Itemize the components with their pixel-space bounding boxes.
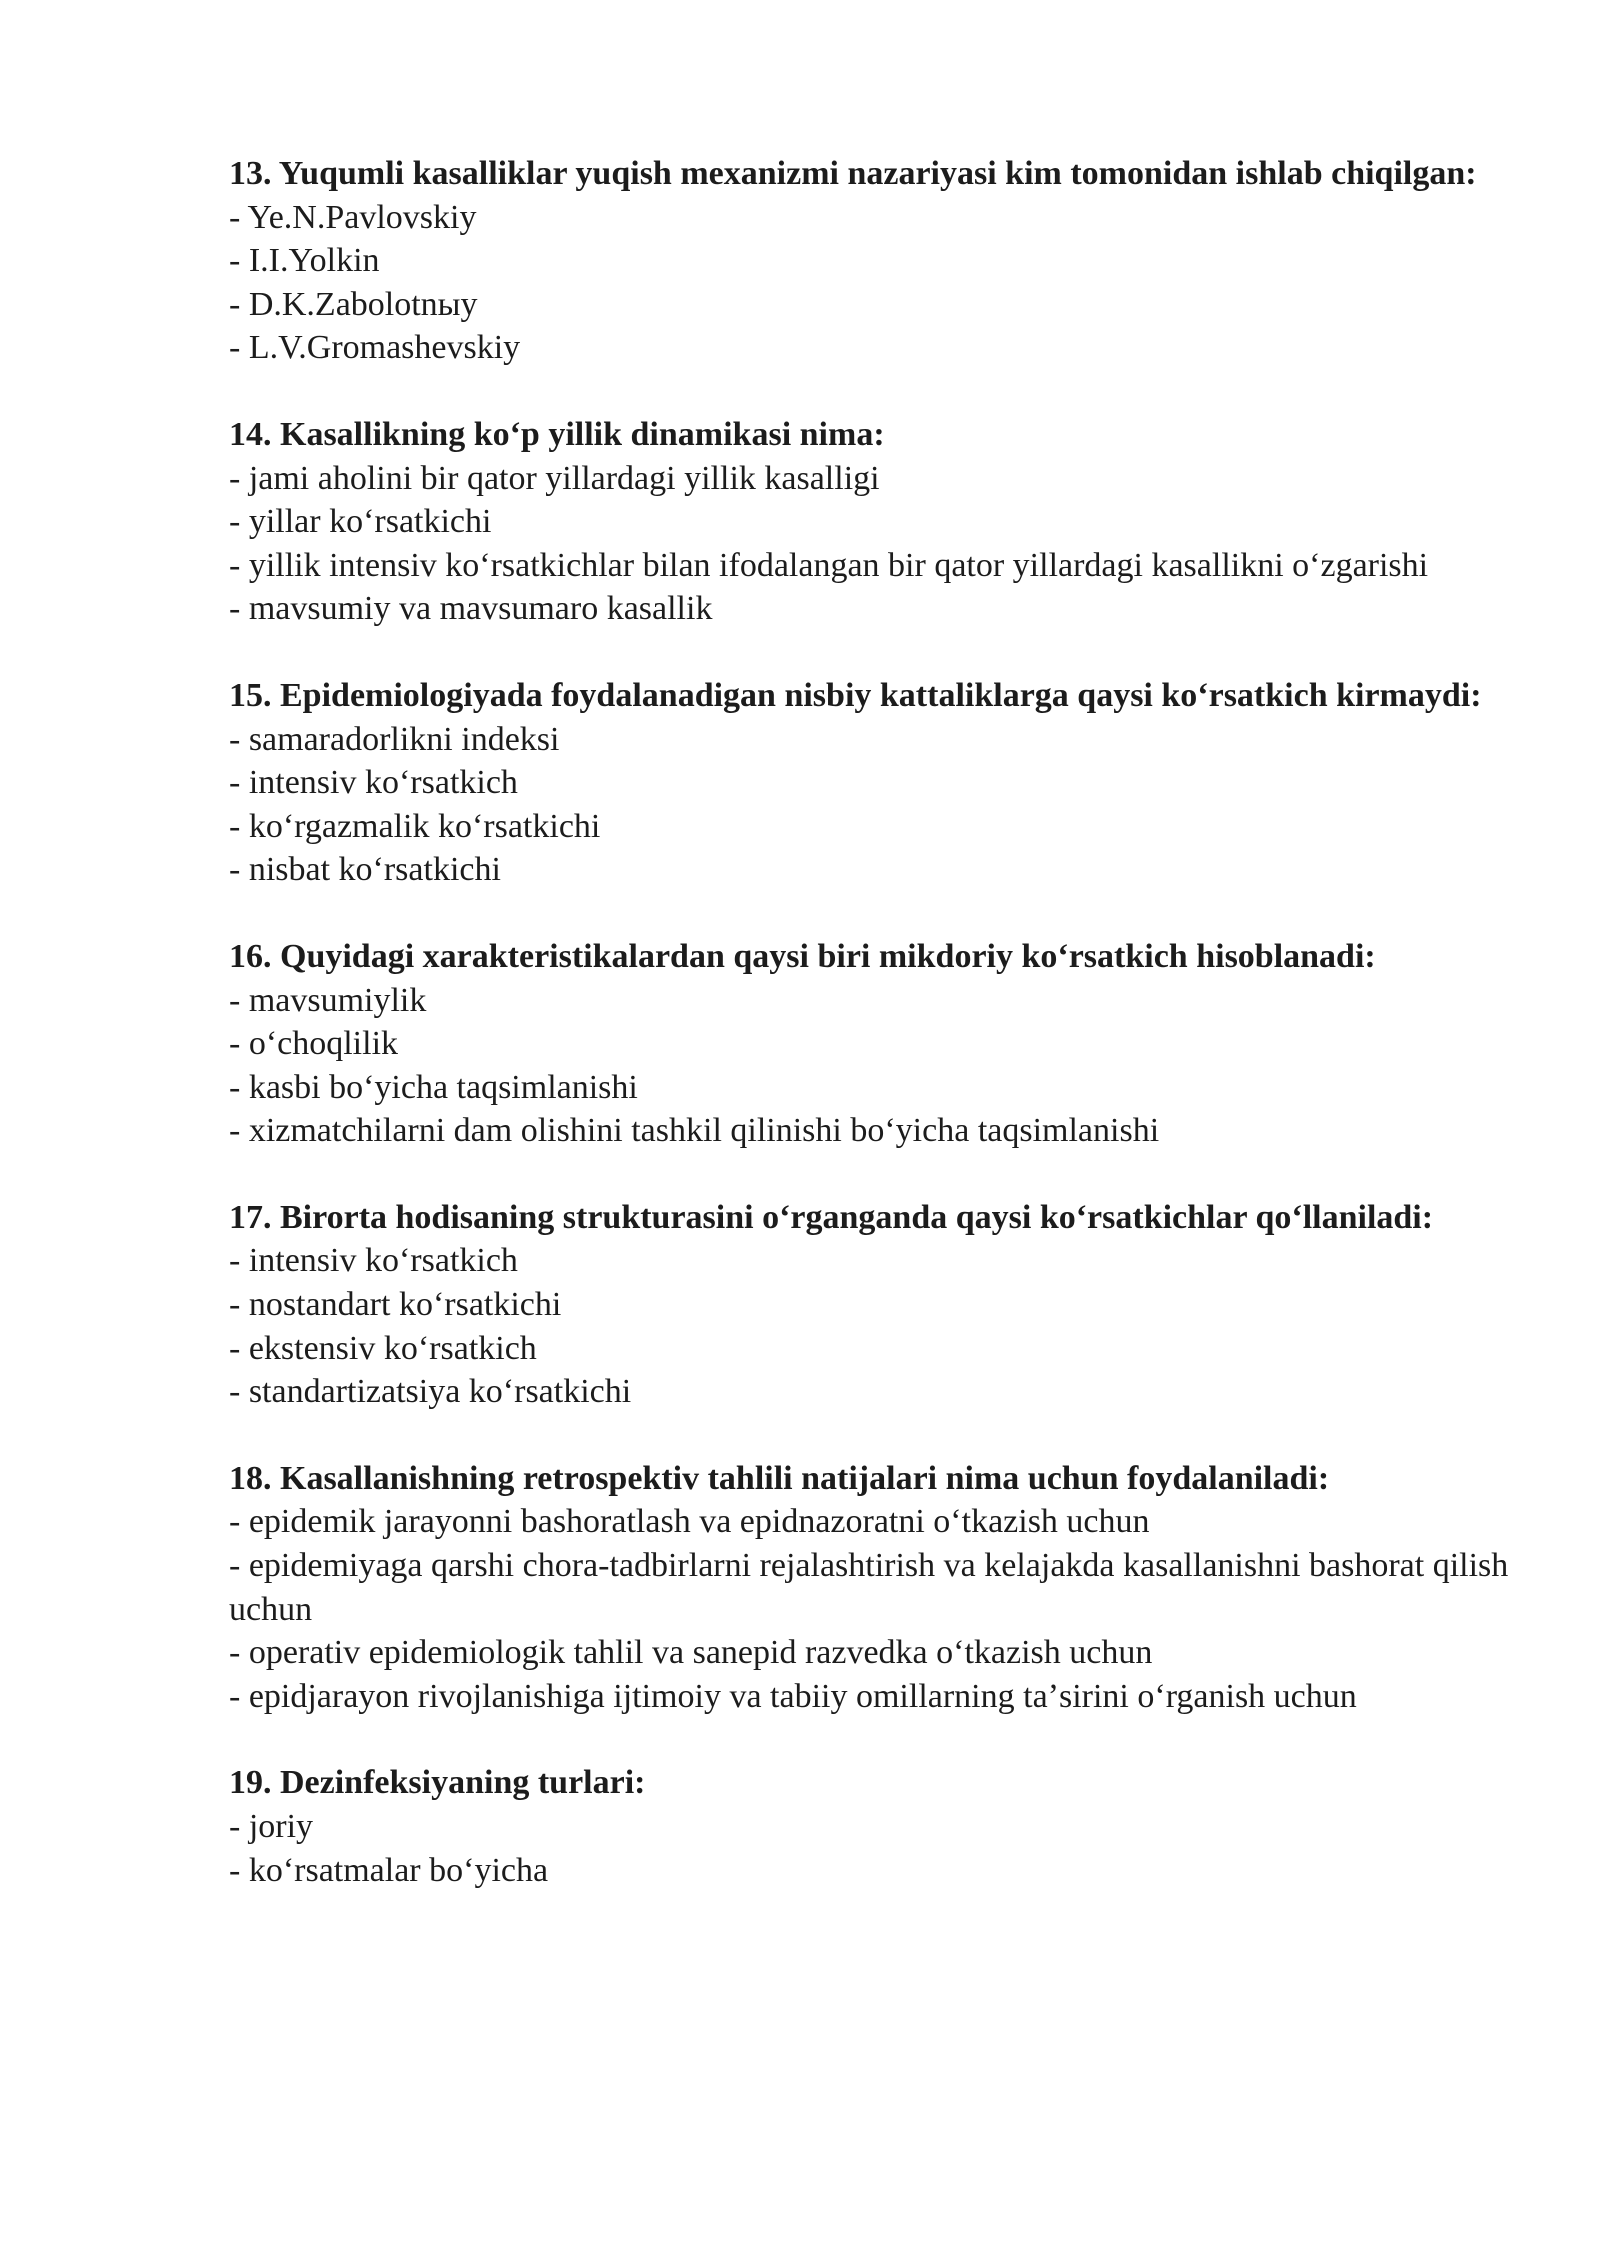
answer-option: - kasbi boʻyicha taqsimlanishi — [229, 1068, 638, 1106]
answer-option: - mavsumiy va mavsumaro kasallik — [229, 590, 713, 628]
answer-option: - oʻchoqlilik — [229, 1025, 399, 1063]
question-15 — [229, 674, 1529, 892]
answer-option: - epidemik jarayonni bashoratlash va epidnazoratni oʻtkazish uchun — [229, 1503, 1150, 1541]
answer-option: - samaradorlikni indeksi — [229, 720, 560, 758]
question-18 — [229, 1457, 1529, 1719]
question-title: 14. Kasallikning koʻp yillik dinamikasi nima: — [229, 415, 885, 453]
answer-option: - intensiv koʻrsatkich — [229, 764, 518, 802]
answer-option: - joriy — [229, 1808, 314, 1845]
question-title: 16. Quyidagi xarakteristikalardan qaysi biri mikdoriy koʻrsatkich hisoblanadi: — [229, 937, 1376, 975]
answer-option: - koʻrgazmalik koʻrsatkichi — [229, 807, 601, 845]
question-16 — [229, 935, 1529, 1153]
answer-option: - xizmatchilarni dam olishini tashkil qilinishi boʻyicha taqsimlanishi — [229, 1112, 1160, 1150]
question-title: 17. Birorta hodisaning strukturasini oʻrganganda qaysi koʻrsatkichlar qoʻllaniladi: — [229, 1198, 1434, 1236]
answer-options — [229, 457, 1529, 631]
answer-options — [229, 1805, 1529, 1892]
question-17 — [229, 1196, 1529, 1414]
answer-option: - mavsumiylik — [229, 981, 427, 1019]
answer-options — [229, 196, 1529, 370]
question-title: 18. Kasallanishning retrospektiv tahlili natijalari nima uchun foydalaniladi: — [229, 1459, 1330, 1497]
answer-option: - Ye.N.Pavlovskiy — [229, 198, 477, 236]
answer-option: - nostandart koʻrsatkichi — [229, 1286, 562, 1324]
answer-option: - epidjarayon rivojlanishiga ijtimoiy va tabiiy omillarning taʼsirini oʻrganish uchun — [229, 1677, 1357, 1715]
answer-options — [229, 1239, 1529, 1413]
question-title: 19. Dezinfeksiyaning turlari: — [229, 1764, 646, 1802]
answer-options — [229, 718, 1529, 892]
answer-option: - I.I.Yolkin — [229, 242, 380, 280]
answer-option: - standartizatsiya koʻrsatkichi — [229, 1373, 632, 1411]
question-13 — [229, 152, 1529, 370]
answer-option: - ekstensiv koʻrsatkich — [229, 1329, 537, 1367]
question-19 — [229, 1761, 1529, 1892]
answer-option: - D.K.Zabolotnыy — [229, 285, 478, 323]
answer-option: - L.V.Gromashevskiy — [229, 329, 521, 367]
question-title: 15. Epidemiologiyada foydalanadigan nisbiy kattaliklarga qaysi koʻrsatkich kirmaydi: — [229, 676, 1482, 714]
question-14 — [229, 413, 1529, 631]
question-title: 13. Yuqumli kasalliklar yuqish mexanizmi nazariyasi kim tomonidan ishlab chiqilgan: — [229, 155, 1477, 192]
document-page — [229, 152, 1529, 1935]
answer-option: - nisbat koʻrsatkichi — [229, 851, 501, 889]
answer-option: - yillar koʻrsatkichi — [229, 503, 492, 541]
answer-option: - epidemiyaga qarshi chora-tadbirlarni rejalashtirish va kelajakda kasallanishni bashorat qilish uchun — [229, 1547, 1509, 1628]
answer-option: - jami aholini bir qator yillardagi yillik kasalligi — [229, 459, 880, 497]
answer-options — [229, 979, 1529, 1153]
answer-option: - operativ epidemiologik tahlil va sanepid razvedka oʻtkazish uchun — [229, 1634, 1153, 1672]
answer-option: - yillik intensiv koʻrsatkichlar bilan ifodalangan bir qator yillardagi kasallikni oʻzgarishi — [229, 546, 1429, 584]
answer-option: - koʻrsatmalar boʻyicha — [229, 1851, 549, 1889]
answer-options — [229, 1500, 1529, 1718]
answer-option: - intensiv koʻrsatkich — [229, 1242, 518, 1280]
